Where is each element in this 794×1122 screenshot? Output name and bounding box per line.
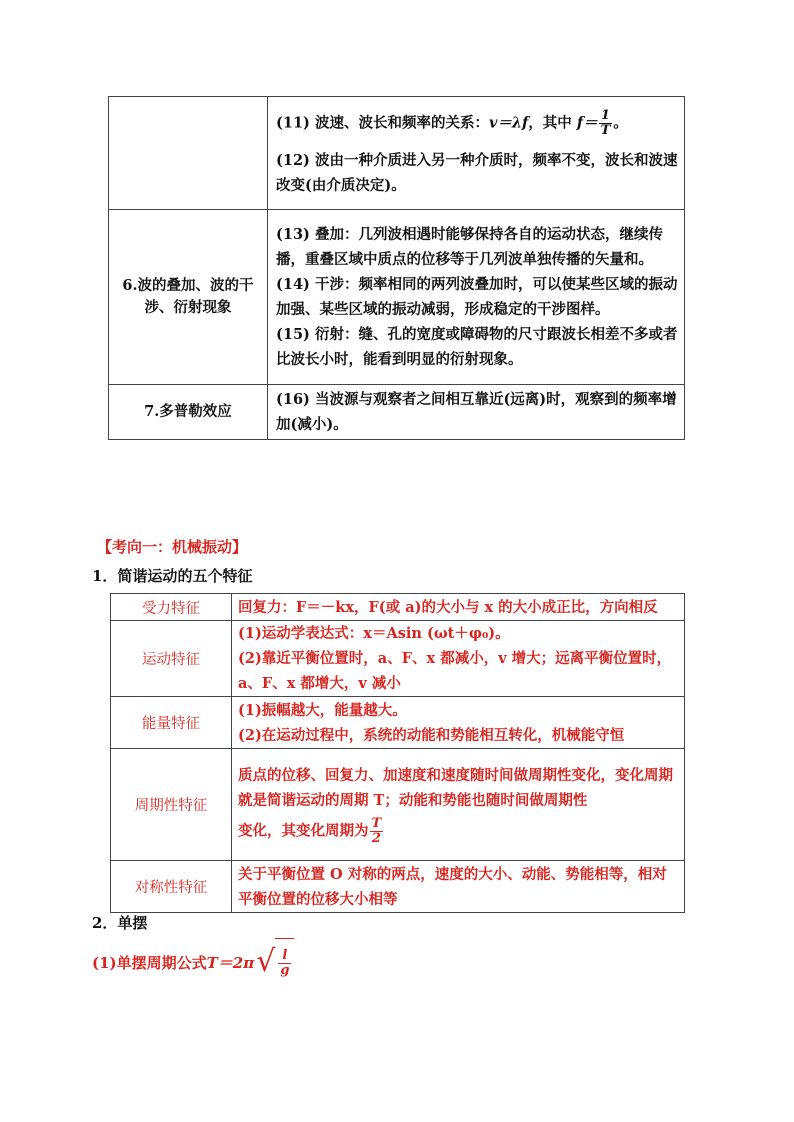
row-label: 6.波的叠加、波的干涉、衍射现象 bbox=[109, 210, 268, 385]
feature-key: 周期性特征 bbox=[111, 749, 232, 861]
feature-key: 受力特征 bbox=[111, 594, 232, 621]
row-label-empty bbox=[109, 97, 268, 210]
table-row bbox=[109, 385, 685, 440]
table-row bbox=[109, 210, 685, 385]
section-title-pendulum: 2．单摆 bbox=[92, 914, 148, 932]
feature-value: 回复力：F＝－kx，F(或 a)的大小与 x 的大小成正比，方向相反 bbox=[232, 594, 685, 621]
table-row bbox=[111, 594, 685, 621]
fraction-1-over-T: $\frac{1}{T}$ bbox=[600, 107, 611, 138]
section-heading: 【考向一：机械振动】 bbox=[97, 538, 248, 556]
item-12: (12) 波由一种介质进入另一种介质时，频率不变，波长和波速改变(由介质决定)。 bbox=[276, 151, 678, 194]
table-row bbox=[111, 861, 685, 913]
feature-key: 对称性特征 bbox=[111, 861, 232, 913]
row-content bbox=[268, 97, 685, 210]
table-row bbox=[111, 697, 685, 749]
table-row bbox=[111, 749, 685, 861]
item-14: (14) 干涉：频率相同的两列波叠加时，可以使某些区域的振动加强、某些区域的振动减弱，形成稳定的干涉图样。 bbox=[276, 276, 678, 318]
shm-features-table bbox=[110, 593, 685, 913]
wave-knowledge-table bbox=[108, 96, 685, 440]
item-11: (11) 波速、波长和频率的关系：v＝λf，其中 f＝ $\frac{1}{T}$ 。 bbox=[276, 107, 628, 138]
section-title-shm: 1．简谐运动的五个特征 bbox=[92, 567, 253, 585]
pendulum-period-formula: (1)单摆周期公式 T＝2π √ $\frac{l}{g}$ bbox=[92, 938, 294, 986]
feature-value: (1)振幅越大，能量越大。 (2)在运动过程中，系统的动能和势能相互转化，机械能守恒 bbox=[232, 697, 685, 749]
item-13: (13) 叠加：几列波相遇时能够保持各自的运动状态，继续传播，重叠区域中质点的位移等于几列波单独传播的矢量和。 bbox=[276, 226, 663, 268]
feature-value: 关于平衡位置 O 对称的两点，速度的大小、动能、势能相等，相对平衡位置的位移大小相等 bbox=[232, 861, 685, 913]
fraction-T-over-2: $\frac{T}{2}$ bbox=[371, 816, 382, 846]
fraction-l-over-g: $\frac{l}{g}$ bbox=[280, 948, 290, 978]
feature-value: 质点的位移、回复力、加速度和速度随时间做周期性变化，变化周期就是简谐运动的周期 T；动能和势能也随时间做周期性 变化，其变化周期为 $\frac{T}{2}$ bbox=[232, 749, 685, 861]
item-15: (15) 衍射：缝、孔的宽度或障碍物的尺寸跟波长相差不多或者比波长小时，能看到明显的衍射现象。 bbox=[276, 326, 678, 368]
row-content bbox=[268, 385, 685, 440]
feature-key: 能量特征 bbox=[111, 697, 232, 749]
table-row bbox=[109, 97, 685, 210]
row-label: 7.多普勒效应 bbox=[109, 385, 268, 440]
table-row bbox=[111, 621, 685, 697]
feature-value: (1)运动学表达式：x＝Asin (ωt＋φ₀)。 (2)靠近平衡位置时，a、F、x 都减小，v 增大；远离平衡位置时，a、F、x 都增大，v 减小 bbox=[232, 621, 685, 697]
item-16: (16) 当波源与观察者之间相互靠近(远离)时，观察到的频率增加(减小)。 bbox=[276, 391, 677, 433]
square-root: √ $\frac{l}{g}$ bbox=[256, 938, 294, 986]
row-content bbox=[268, 210, 685, 385]
feature-key: 运动特征 bbox=[111, 621, 232, 697]
